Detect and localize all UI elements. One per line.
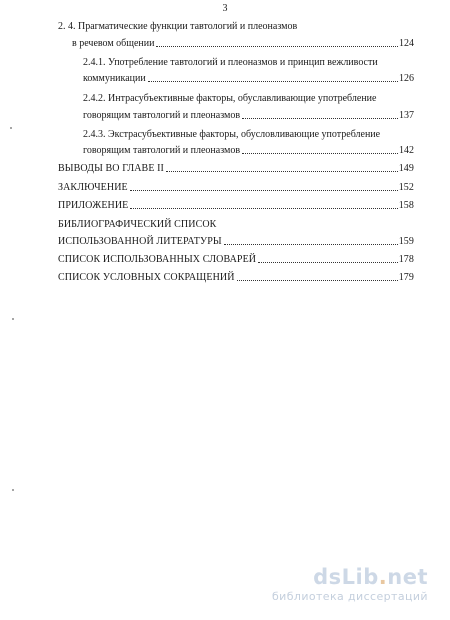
- dot-leader: [224, 244, 398, 245]
- dot-leader: [130, 190, 398, 191]
- toc-entry-bibliography: [58, 236, 414, 248]
- dot-leader: [130, 208, 397, 209]
- toc-entry-label: СПИСОК УСЛОВНЫХ СОКРАЩЕНИЙ: [58, 272, 235, 283]
- watermark-logo-dot: .: [378, 565, 388, 589]
- toc-page-number: 158: [398, 200, 414, 211]
- toc-page-number: 159: [398, 236, 414, 247]
- watermark-subtitle: библиотека диссертаций: [271, 590, 428, 603]
- toc-entry-conclusions-ch2: [58, 163, 414, 175]
- scan-mark: [12, 318, 14, 320]
- toc-entry-2-4-1: [83, 73, 414, 85]
- dot-leader: [166, 171, 398, 172]
- toc-page-number: 152: [398, 182, 414, 193]
- dot-leader: [156, 46, 398, 47]
- watermark: [272, 566, 428, 603]
- toc-entry-2-4-1-title: 2.4.1. Употребление тавтологий и плеоназмов и принцип вежливости: [83, 57, 378, 68]
- toc-entry-label: говорящим тавтологий и плеоназмов: [83, 145, 241, 156]
- toc-entry-label: в речевом общении: [72, 38, 155, 49]
- toc-page-number: 137: [399, 110, 414, 121]
- toc-entry-abbreviations: [58, 272, 414, 284]
- dot-leader: [148, 81, 398, 82]
- toc-entry-label: ЗАКЛЮЧЕНИЕ: [58, 182, 128, 193]
- toc-page-number: 126: [399, 73, 414, 84]
- watermark-logo: [272, 566, 428, 588]
- page-number: 3: [222, 3, 228, 14]
- watermark-logo-suffix: net: [387, 565, 428, 589]
- toc-entry-2-4-2: [83, 110, 414, 122]
- toc-entry-conclusion: [58, 182, 414, 194]
- toc-page-number: 179: [398, 272, 414, 283]
- toc-entry-dictionaries: [58, 254, 414, 266]
- toc-entry-label: говорящим тавтологий и плеоназмов: [83, 110, 241, 121]
- toc-entry-2-4-title: 2. 4. Прагматические функции тавтологий и плеоназмов: [58, 21, 298, 32]
- toc-page-number: 178: [398, 254, 414, 265]
- toc-entry-label: коммуникации: [83, 73, 146, 84]
- toc-entry-2-4-3-title: 2.4.3. Экстрасубъективные факторы, обусловливающие употребление: [83, 129, 381, 140]
- toc-entry-bibliography-title: БИБЛИОГРАФИЧЕСКИЙ СПИСОК: [58, 219, 217, 230]
- toc-entry-2-4-3: [83, 145, 414, 157]
- toc-page-number: 149: [398, 163, 414, 174]
- dot-leader: [242, 118, 398, 119]
- scan-mark: [10, 127, 12, 129]
- watermark-logo-prefix: dsLib: [313, 565, 379, 589]
- toc-page-number: 142: [399, 145, 414, 156]
- toc-entry-2-4-2-title: 2.4.2. Интрасубъективные факторы, обуславливающие употребление: [83, 93, 377, 104]
- toc-entry-label: ИСПОЛЬЗОВАННОЙ ЛИТЕРАТУРЫ: [58, 236, 222, 247]
- toc-entry-label: ПРИЛОЖЕНИЕ: [58, 200, 129, 211]
- toc-entry-label: СПИСОК ИСПОЛЬЗОВАННЫХ СЛОВАРЕЙ: [58, 254, 257, 265]
- toc-page-number: 124: [399, 38, 414, 49]
- dot-leader: [242, 153, 398, 154]
- dot-leader: [258, 262, 398, 263]
- toc-entry-2-4: [72, 38, 414, 50]
- toc-entry-appendix: [58, 200, 414, 212]
- toc-entry-label: ВЫВОДЫ ВО ГЛАВЕ II: [58, 163, 164, 174]
- dot-leader: [237, 280, 398, 281]
- scan-mark: [12, 489, 14, 491]
